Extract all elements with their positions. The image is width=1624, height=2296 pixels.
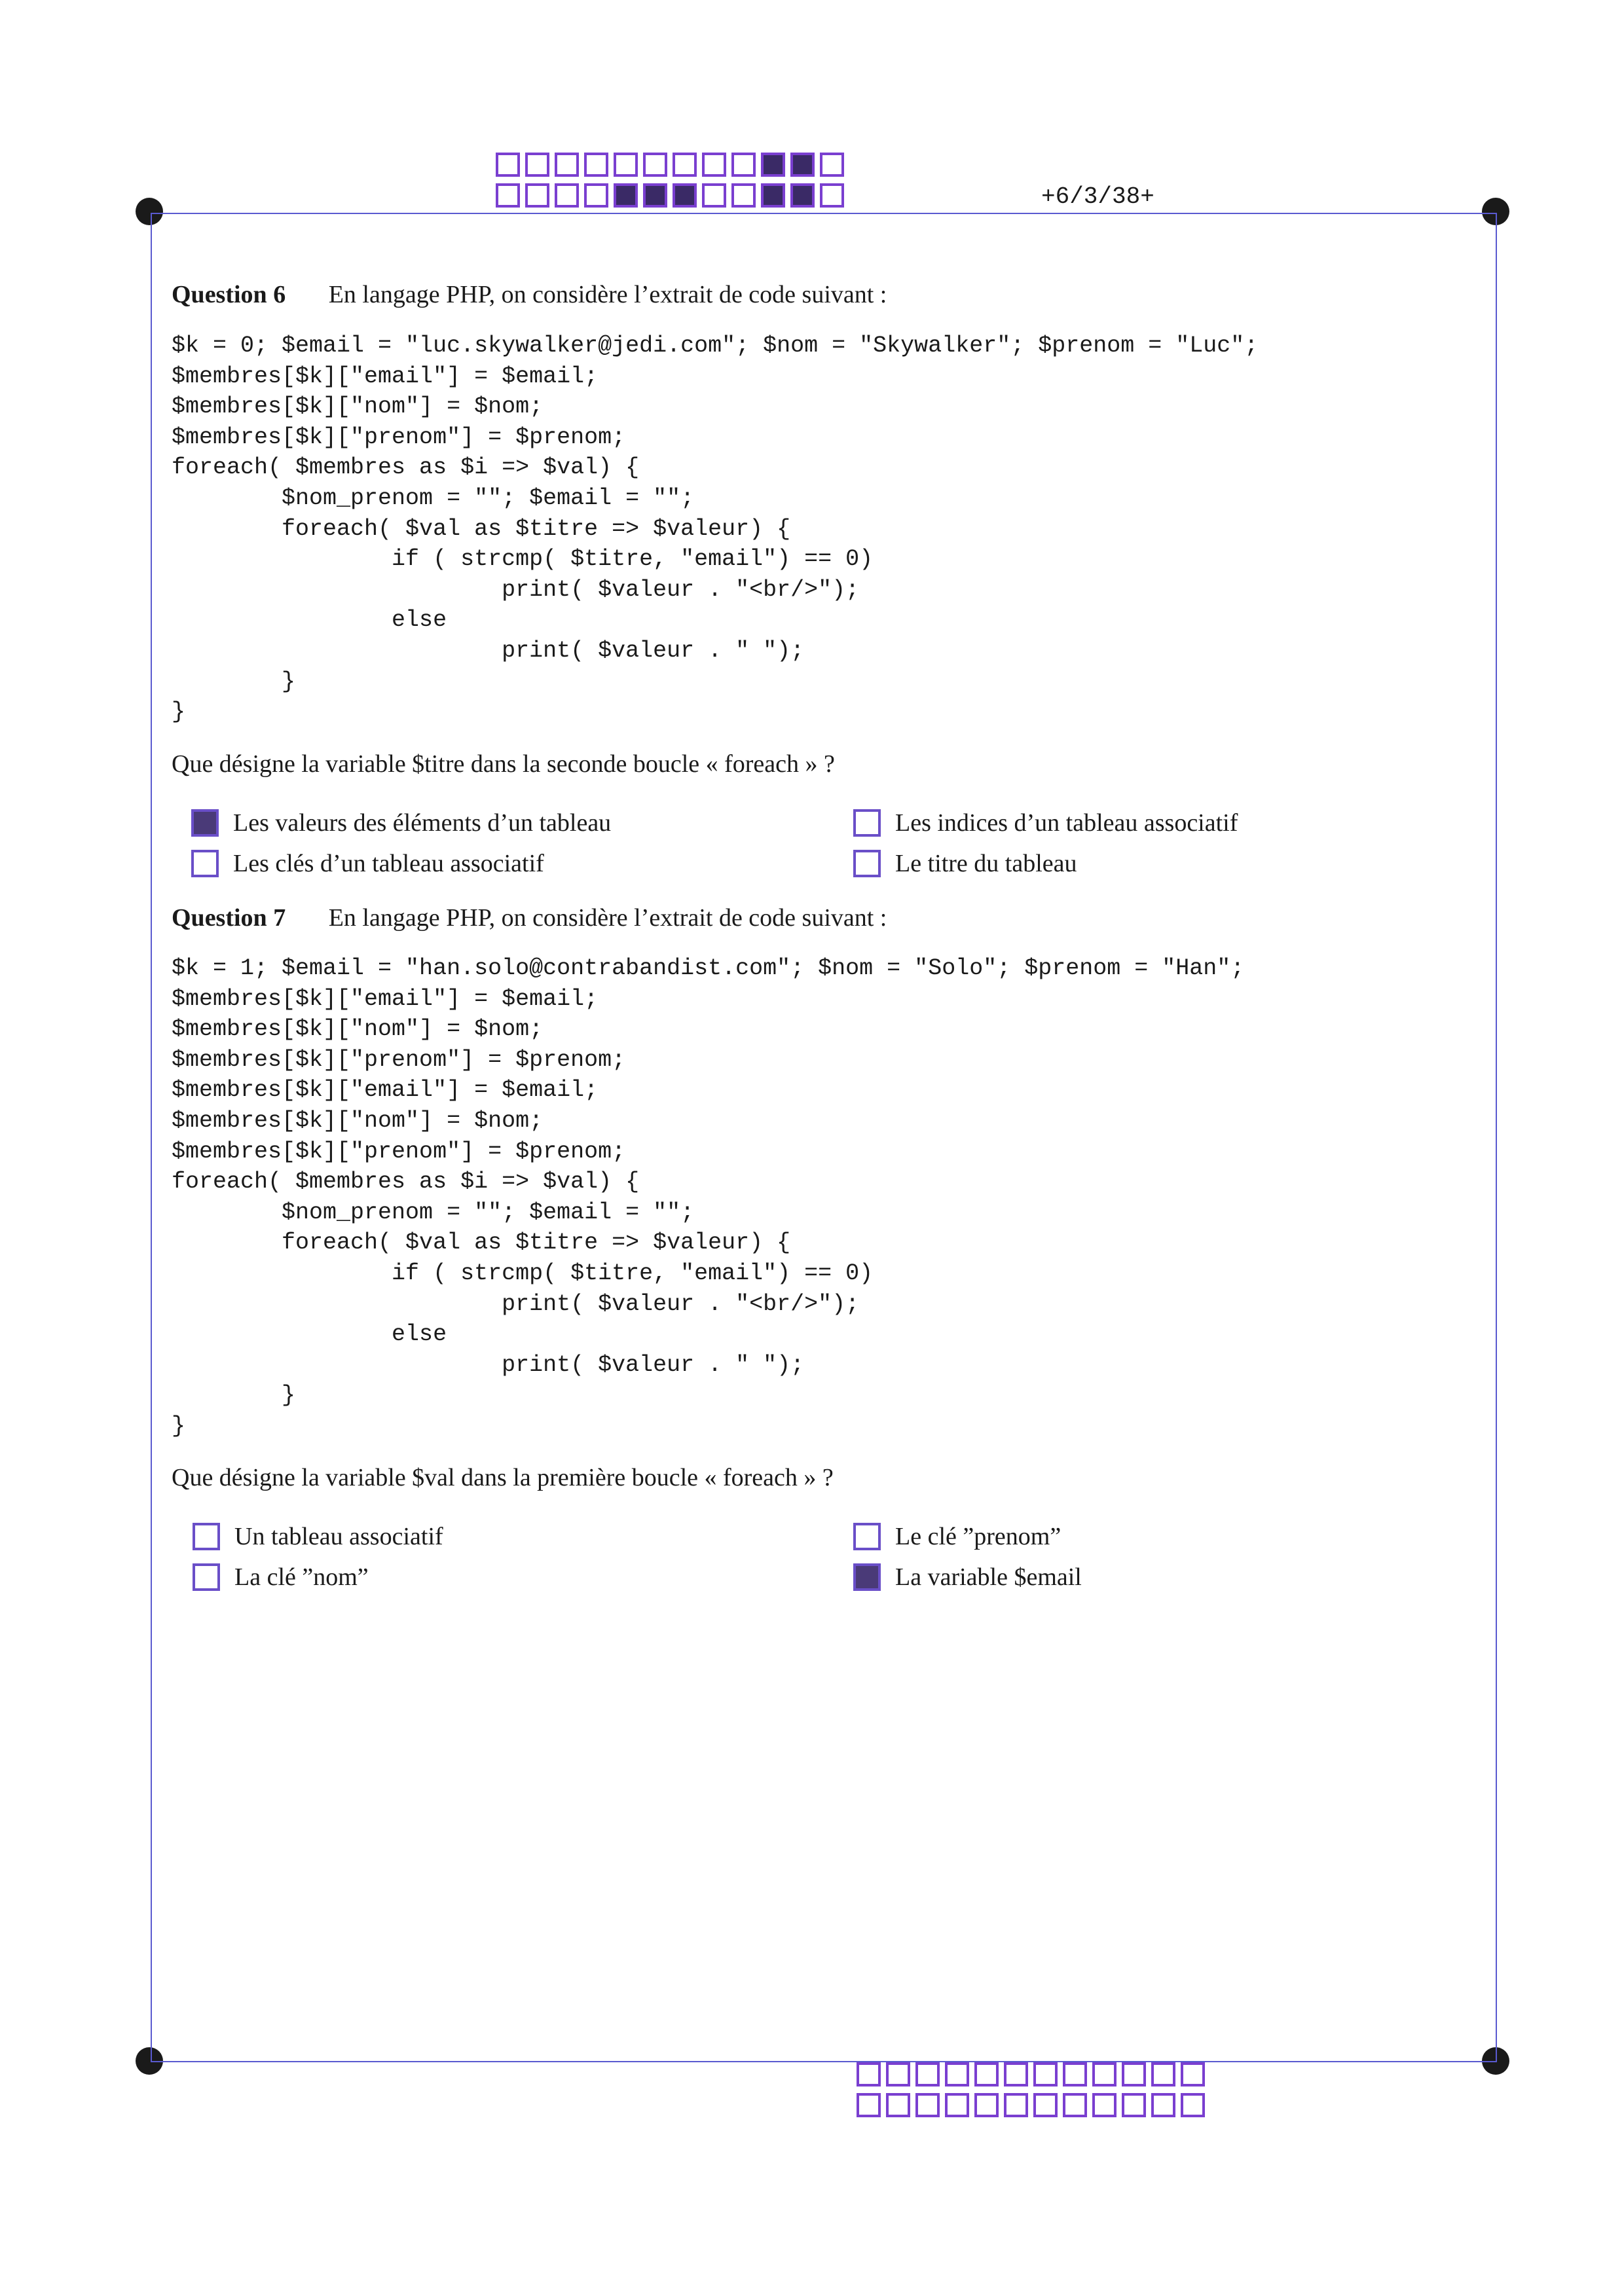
bottom-code-bar-1: [857, 2062, 1210, 2086]
q6-answer-4[interactable]: [853, 849, 1077, 878]
question-6-header: [172, 280, 887, 309]
q6-answer-2[interactable]: [853, 809, 1238, 837]
q7-answer-3-checkbox[interactable]: [193, 1563, 220, 1591]
q7-answer-1-label: Un tableau associatif: [234, 1523, 443, 1550]
q6-answer-4-checkbox[interactable]: [853, 850, 881, 877]
q7-answer-3[interactable]: [193, 1563, 369, 1592]
question-7-header: [172, 903, 887, 932]
q6-answer-3-label: Les clés d’un tableau associatif: [233, 850, 544, 877]
top-code-bar-2: [496, 183, 849, 208]
q6-answer-3-checkbox[interactable]: [191, 850, 219, 877]
q6-answer-4-label: Le titre du tableau: [895, 850, 1077, 877]
q7-answer-2-label: Le clé ”prenom”: [895, 1523, 1061, 1550]
question-7-intro: En langage PHP, on considère l’extrait de code suivant :: [328, 904, 887, 932]
question-7-code: $k = 1; $email = "han.solo@contrabandist.com"; $nom = "Solo"; $prenom = "Han"; $membres[$k]["email"] = $email; $membres[$k]["nom"] = $nom; $membres[$k]["prenom"] = $prenom; $membres[$k]["email"] = $email; $membres[$k]["nom"] = $nom; $membres[$k]["prenom"] = $prenom; foreach( $membres as $i => $val) { $nom_prenom = ""; $email = ""; foreach( $val as $titre => $valeur) { if ( strcmp( $titre, "email") == 0) print( $valeur . "<br/>"); else print( $valeur . " "); } }: [172, 955, 1245, 1439]
bottom-code-bar-2: [857, 2093, 1210, 2117]
top-code-bar-1: [496, 153, 849, 177]
q7-answer-1-checkbox[interactable]: [193, 1523, 220, 1550]
q6-answer-2-label: Les indices d’un tableau associatif: [895, 809, 1238, 837]
q6-answer-1-label: Les valeurs des éléments d’un tableau: [233, 809, 612, 837]
q6-answer-3[interactable]: [191, 849, 544, 878]
q7-answer-3-label: La clé ”nom”: [234, 1563, 369, 1591]
q6-answer-2-checkbox[interactable]: [853, 809, 881, 837]
question-6-prompt: Que désigne la variable $titre dans la seconde boucle « foreach » ?: [172, 750, 835, 778]
q7-answer-4-label: La variable $email: [895, 1563, 1082, 1591]
question-7-prompt: Que désigne la variable $val dans la première boucle « foreach » ?: [172, 1464, 834, 1491]
question-7-number: Question 7: [172, 904, 286, 932]
page-id: +6/3/38+: [1041, 183, 1154, 210]
q6-answer-1-checkbox[interactable]: [191, 809, 219, 837]
q7-answer-2-checkbox[interactable]: [853, 1523, 881, 1550]
q7-answer-1[interactable]: [193, 1522, 443, 1551]
question-6-number: Question 6: [172, 281, 286, 308]
question-6-intro: En langage PHP, on considère l’extrait de code suivant :: [328, 281, 887, 308]
q7-answer-4-checkbox[interactable]: [853, 1563, 881, 1591]
q7-answer-2[interactable]: [853, 1522, 1061, 1551]
question-6-code: $k = 0; $email = "luc.skywalker@jedi.com"; $nom = "Skywalker"; $prenom = "Luc"; $membres[$k]["email"] = $email; $membres[$k]["nom"] = $nom; $membres[$k]["prenom"] = $prenom; foreach( $membres as $i => $val) { $nom_prenom = ""; $email = ""; foreach( $val as $titre => $valeur) { if ( strcmp( $titre, "email") == 0) print( $valeur . "<br/>"); else print( $valeur . " "); } }: [172, 333, 1259, 725]
q7-answer-4[interactable]: [853, 1563, 1082, 1592]
q6-answer-1[interactable]: [191, 809, 611, 837]
